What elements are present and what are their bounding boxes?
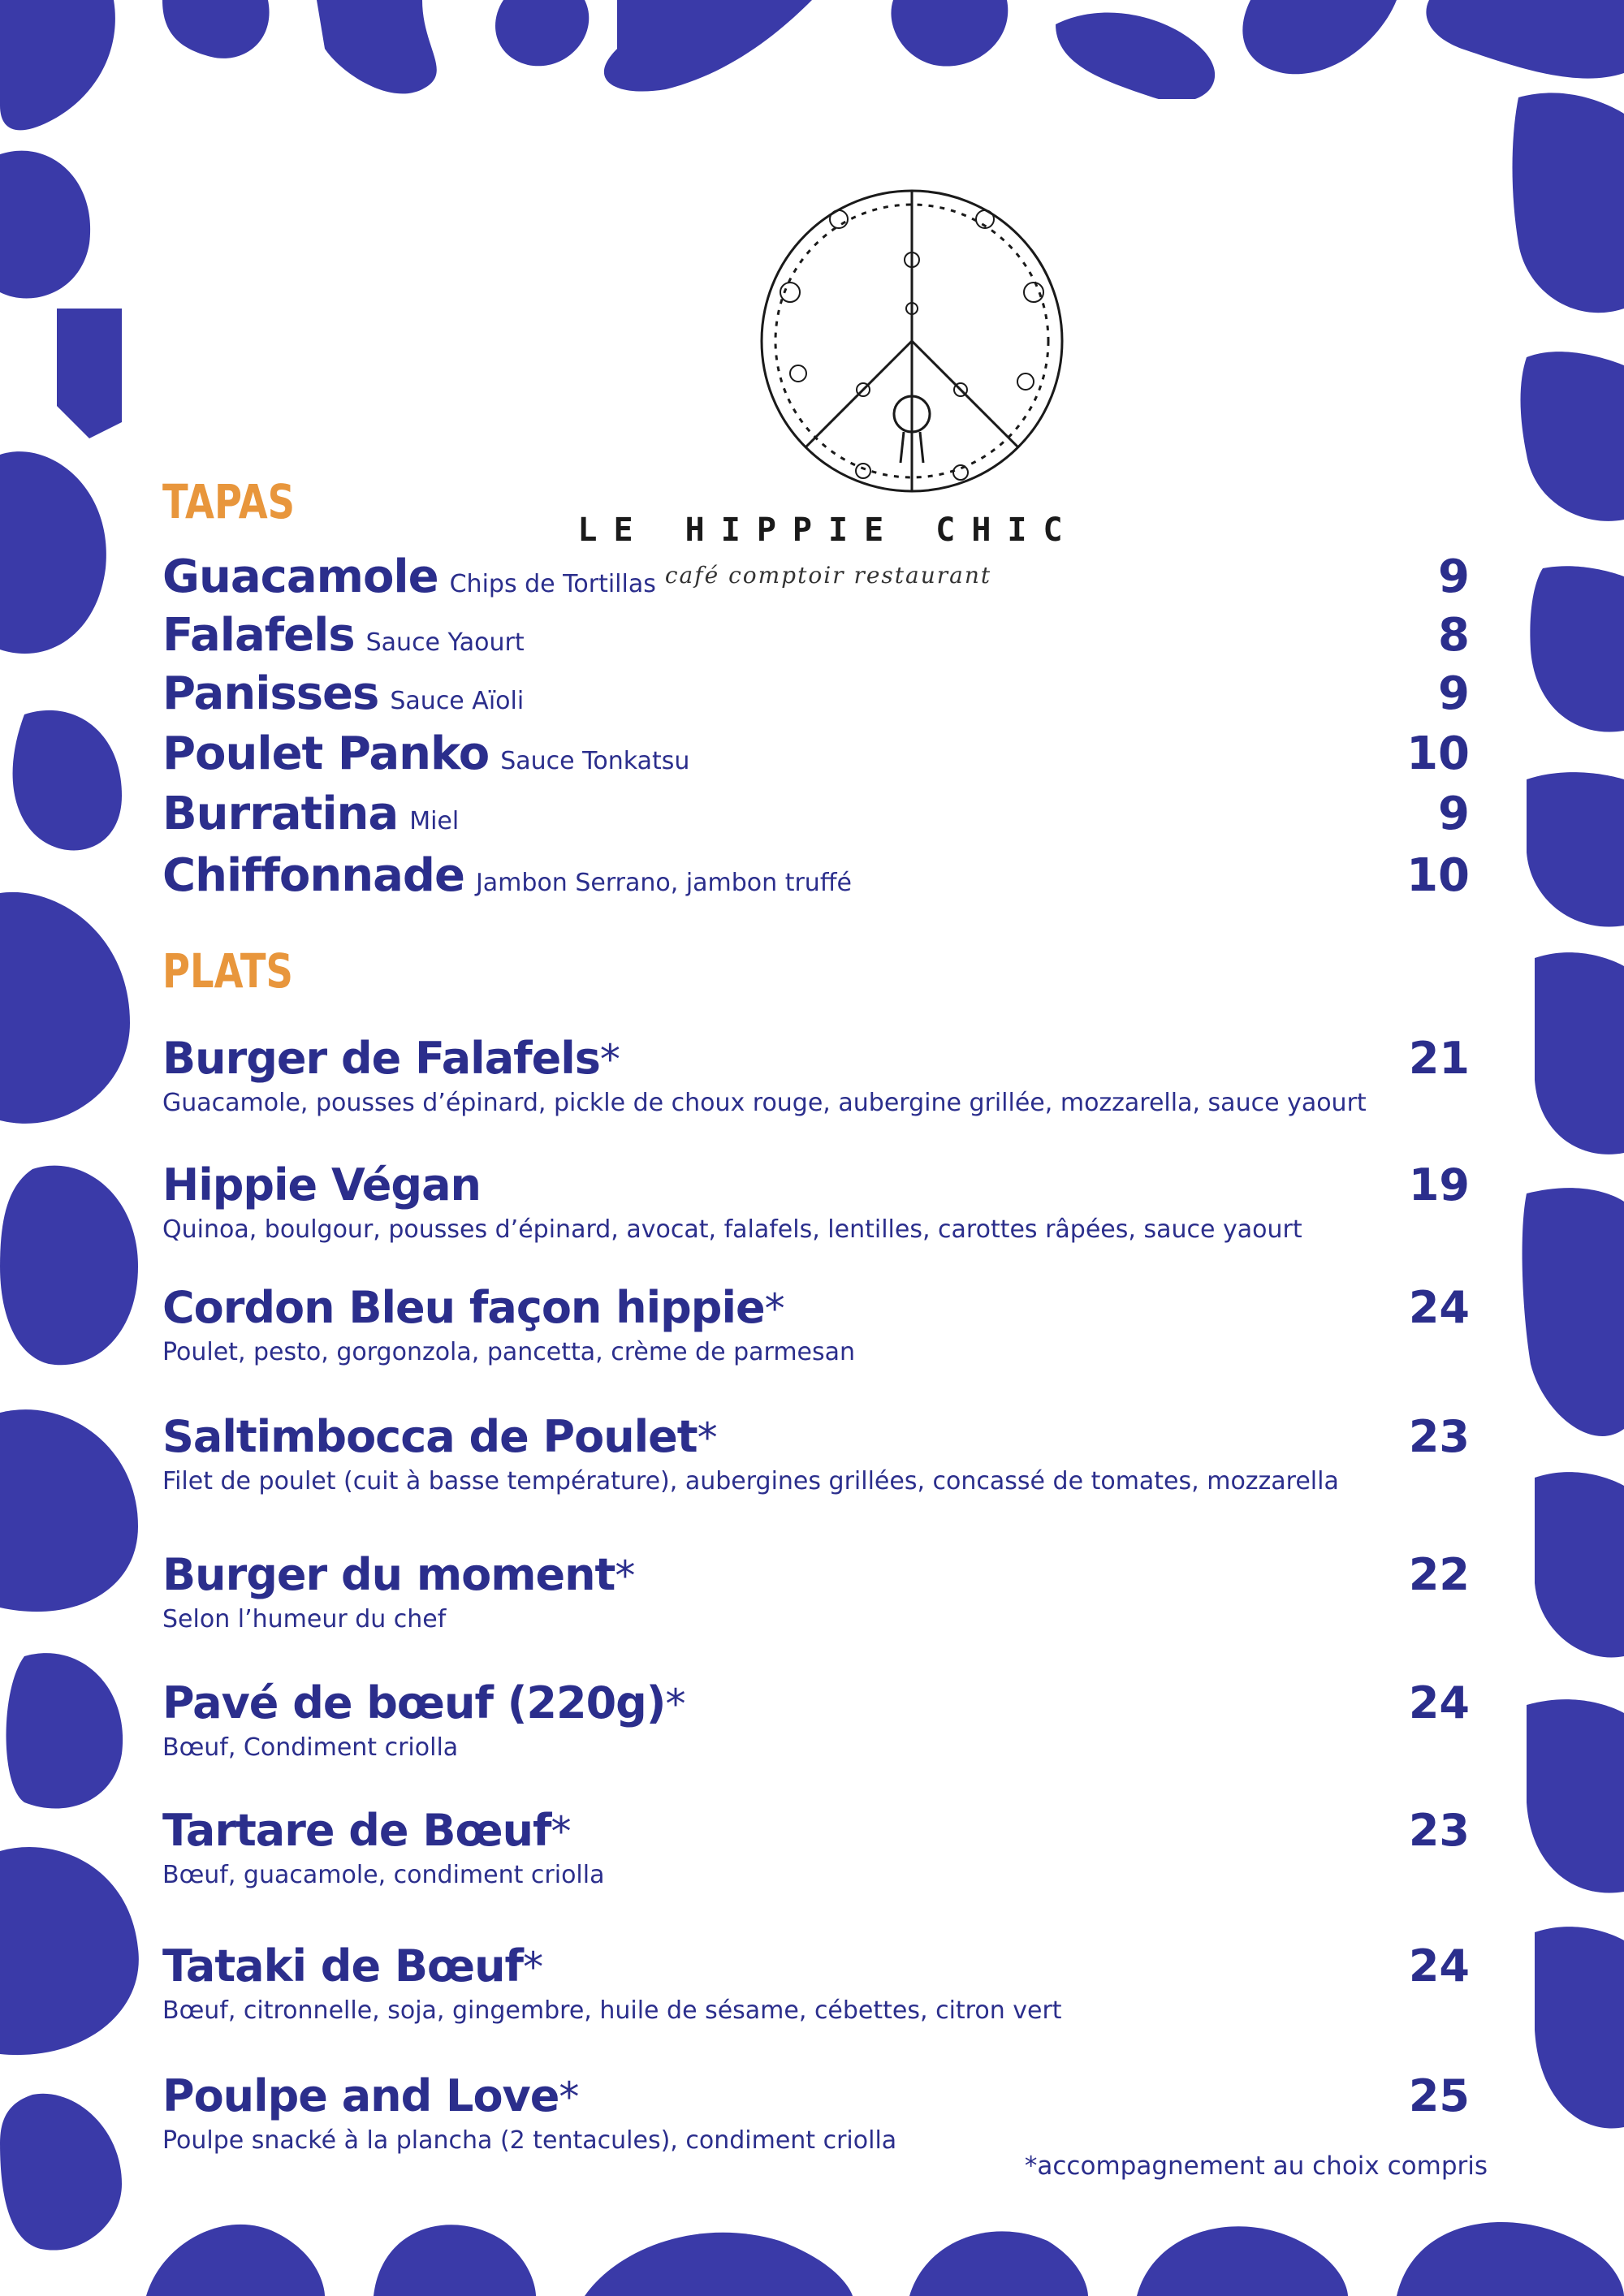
item-name: Poulet Panko — [162, 727, 490, 780]
item-price: 23 — [1408, 1411, 1470, 1462]
item-description: Selon l’humeur du chef — [162, 1605, 447, 1634]
item-description: Miel — [409, 807, 460, 835]
menu-item-tapa — [162, 727, 1470, 784]
item-price: 8 — [1438, 609, 1470, 662]
item-price: 24 — [1408, 1282, 1470, 1333]
menu-item-plat — [162, 1940, 1470, 2038]
menu-item-tapa — [162, 788, 1470, 844]
menu-item-tapa — [162, 849, 1470, 906]
item-description: Guacamole, pousses d’épinard, pickle de choux rouge, aubergine grillée, mozzarella, sauce yaourt — [162, 1089, 1367, 1117]
item-price: 24 — [1408, 1940, 1470, 1992]
item-asterisk: * — [551, 1808, 571, 1855]
item-price: 23 — [1408, 1805, 1470, 1856]
item-asterisk: * — [523, 1944, 543, 1991]
item-price: 9 — [1438, 550, 1470, 603]
item-description: Quinoa, boulgour, pousses d’épinard, avocat, falafels, lentilles, carottes râpées, sauce yaourt — [162, 1215, 1302, 1244]
item-name: Cordon Bleu façon hippie — [162, 1282, 765, 1333]
item-description: Chips de Tortillas — [449, 570, 656, 598]
item-name: Saltimbocca de Poulet — [162, 1411, 698, 1462]
item-description: Bœuf, guacamole, condiment criolla — [162, 1861, 605, 1889]
item-price: 25 — [1408, 2070, 1470, 2121]
item-asterisk: * — [599, 1036, 620, 1083]
peace-sign-floral-icon — [741, 170, 1082, 511]
item-price: 9 — [1438, 788, 1470, 840]
item-description: Poulet, pesto, gorgonzola, pancetta, crème de parmesan — [162, 1338, 856, 1366]
restaurant-name: LE HIPPIE CHIC — [577, 511, 1079, 549]
item-asterisk: * — [697, 1414, 717, 1461]
item-name: Tataki de Bœuf — [162, 1940, 524, 1992]
restaurant-tagline: café comptoir restaurant — [664, 562, 992, 589]
menu-item-plat — [162, 1805, 1470, 1902]
menu-item-plat — [162, 1411, 1470, 1508]
menu-item-tapa — [162, 667, 1470, 724]
item-price: 9 — [1438, 667, 1470, 720]
item-description: Sauce Tonkatsu — [500, 747, 690, 775]
menu-item-plat — [162, 1033, 1470, 1130]
item-price: 10 — [1406, 727, 1470, 780]
item-name: Poulpe and Love — [162, 2070, 559, 2121]
item-description: Bœuf, citronnelle, soja, gingembre, huile de sésame, cébettes, citron vert — [162, 1996, 1062, 2025]
item-name: Panisses — [162, 667, 379, 720]
item-name: Burger du moment — [162, 1549, 615, 1600]
item-asterisk: * — [764, 1285, 784, 1332]
footnote: *accompagnement au choix compris — [1024, 2151, 1488, 2181]
item-name: Pavé de bœuf (220g) — [162, 1677, 666, 1728]
item-name: Chiffonnade — [162, 849, 464, 902]
item-description: Bœuf, Condiment criolla — [162, 1733, 459, 1762]
item-description: Poulpe snacké à la plancha (2 tentacules), condiment criolla — [162, 2126, 897, 2155]
item-asterisk: * — [559, 2074, 579, 2121]
item-name: Falafels — [162, 609, 355, 662]
item-name: Burger de Falafels — [162, 1033, 600, 1084]
item-price: 21 — [1408, 1033, 1470, 1084]
item-price: 24 — [1408, 1677, 1470, 1728]
item-name: Hippie Végan — [162, 1159, 481, 1211]
section-title-plats: PLATS — [162, 943, 293, 999]
item-price: 19 — [1408, 1159, 1470, 1211]
item-asterisk: * — [665, 1681, 685, 1728]
menu-card — [145, 99, 1512, 2198]
item-asterisk: * — [615, 1552, 635, 1599]
item-name: Burratina — [162, 788, 399, 840]
item-description: Filet de poulet (cuit à basse température), aubergines grillées, concassé de tomates, mozzarella — [162, 1467, 1339, 1495]
item-description: Jambon Serrano, jambon truffé — [475, 869, 852, 897]
item-name: Guacamole — [162, 550, 438, 603]
item-description: Sauce Yaourt — [365, 628, 525, 657]
menu-item-tapa — [162, 609, 1470, 666]
menu-item-plat — [162, 1159, 1470, 1257]
menu-item-tapa — [162, 550, 1470, 607]
menu-item-plat — [162, 1549, 1470, 1646]
item-name: Tartare de Bœuf — [162, 1805, 551, 1856]
section-title-tapas: TAPAS — [162, 474, 296, 529]
menu-item-plat — [162, 1677, 1470, 1775]
item-price: 22 — [1408, 1549, 1470, 1600]
item-price: 10 — [1406, 849, 1470, 902]
item-description: Sauce Aïoli — [390, 687, 525, 715]
menu-item-plat — [162, 1282, 1470, 1379]
